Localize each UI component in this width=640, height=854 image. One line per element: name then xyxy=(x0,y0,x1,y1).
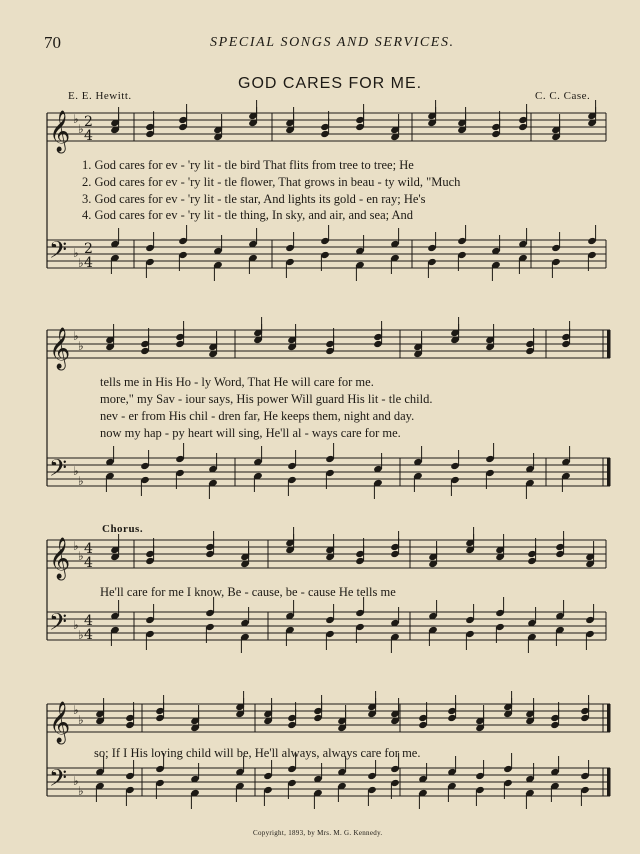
flat-icon: ♭ xyxy=(78,474,84,488)
flat-icon: ♭ xyxy=(78,549,84,563)
chorus-line-2: so; If I His loving child will be, He'll always, always care for me. xyxy=(94,746,421,760)
page-number: 70 xyxy=(44,33,61,52)
flat-icon: ♭ xyxy=(78,628,84,642)
flat-icon: ♭ xyxy=(78,784,84,798)
time-sig-bottom: 4 xyxy=(84,255,93,271)
verse-4-line-b: now my hap - py heart will sing, He'll al - ways care for me. xyxy=(100,426,401,440)
verse-1-line-a: 1. God cares for ev - 'ry lit - tle bird That flits from tree to tree; He xyxy=(82,158,414,172)
time-sig-top: 2 xyxy=(84,241,93,257)
final-bar xyxy=(607,330,610,358)
lyricist-credit: E. E. Hewitt. xyxy=(68,90,132,102)
verse-3-line-b: nev - er from His chil - dren far, He keeps them, night and day. xyxy=(100,409,415,423)
chorus-label: Chorus. xyxy=(102,523,144,535)
copyright-notice: Copyright, 1893, by Mrs. M. G. Kennedy. xyxy=(253,829,383,837)
flat-icon: ♭ xyxy=(78,339,84,353)
flat-icon: ♭ xyxy=(78,122,84,136)
time-sig-top: 4 xyxy=(84,541,93,557)
verse-1-line-b: tells me in His Ho - ly Word, That He will care for me. xyxy=(100,375,374,389)
time-sig-top: 2 xyxy=(84,114,93,130)
time-sig-bottom: 4 xyxy=(84,627,93,643)
flat-icon: ♭ xyxy=(73,464,79,478)
time-sig-bottom: 4 xyxy=(84,128,93,144)
verse-3-line-a: 3. God cares for ev - 'ry lit - tle star, And lights its gold - en ray; He's xyxy=(82,192,426,206)
treble-clef-icon: 𝄞 xyxy=(49,328,71,369)
treble-clef-icon: 𝄞 xyxy=(49,702,71,743)
flat-icon: ♭ xyxy=(73,112,79,126)
bass-clef-icon: 𝄢 xyxy=(49,454,68,487)
flat-icon: ♭ xyxy=(73,774,79,788)
time-sig-bottom: 4 xyxy=(84,555,93,571)
bass-clef-icon: 𝄢 xyxy=(49,236,68,269)
bass-clef-icon: 𝄢 xyxy=(49,764,68,797)
chorus-line-1: He'll care for me I know, Be - cause, be - cause He tells me xyxy=(100,585,396,599)
flat-icon: ♭ xyxy=(73,618,79,632)
verse-2-line-b: more," my Sav - iour says, His power Will guard His lit - tle child. xyxy=(100,392,433,406)
verse-2-line-a: 2. God cares for ev - 'ry lit - tle flower, That grows in beau - ty wild, "Much xyxy=(82,175,461,189)
final-bar xyxy=(607,768,610,796)
treble-clef-icon: 𝄞 xyxy=(49,538,71,579)
flat-icon: ♭ xyxy=(78,713,84,727)
final-bar xyxy=(607,704,610,732)
time-sig-top: 4 xyxy=(84,613,93,629)
song-title: GOD CARES FOR ME. xyxy=(238,75,423,92)
final-bar xyxy=(607,458,610,486)
bass-clef-icon: 𝄢 xyxy=(49,608,68,641)
running-header: SPECIAL SONGS AND SERVICES. xyxy=(210,35,455,50)
composer-credit: C. C. Case. xyxy=(535,90,591,102)
flat-icon: ♭ xyxy=(73,539,79,553)
flat-icon: ♭ xyxy=(73,246,79,260)
verse-4-line-a: 4. God cares for ev - 'ry lit - tle thing, In sky, and air, and sea; And xyxy=(82,208,414,222)
flat-icon: ♭ xyxy=(78,256,84,270)
flat-icon: ♭ xyxy=(73,329,79,343)
treble-clef-icon: 𝄞 xyxy=(49,111,71,152)
flat-icon: ♭ xyxy=(73,703,79,717)
